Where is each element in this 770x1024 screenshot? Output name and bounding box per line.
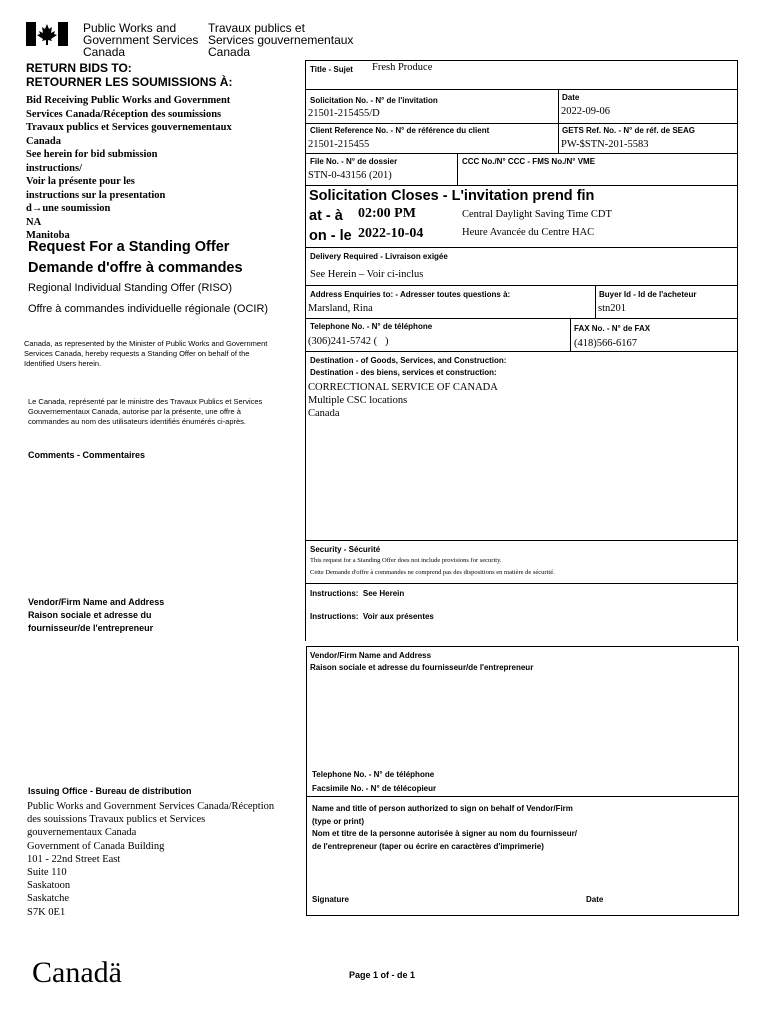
delivery-value: See Herein – Voir ci-inclus bbox=[310, 269, 424, 280]
return-address: Bid Receiving Public Works and Government Services Canada/Réception des soumissions Travaux publics et Services gouvernementaux Canada See herein for bid submission instructions/ Voir la présente pour les instructions sur la presentation d→une soumission NA Manitoba bbox=[26, 95, 232, 241]
canada-wordmark: Canadä bbox=[32, 956, 122, 989]
enquiries-value: Marsland, Rina bbox=[308, 303, 373, 314]
security-text-en: This request for a Standing Offer does not include provisions for security. bbox=[310, 557, 502, 564]
buyer-id-value: stn201 bbox=[598, 303, 627, 314]
closes-at-time: 02:00 PM bbox=[358, 206, 416, 221]
security-label: Security - Sécurité bbox=[310, 545, 381, 554]
vendor-fax-label: Facsimile No. - N° de télécopieur bbox=[312, 784, 437, 793]
date-label: Date bbox=[562, 93, 580, 102]
intro-paragraph-en: Canada, as represented by the Minister of Public Works and Government Services Canada, hereby requests a Standing Offer on behalf of the Identified Users herein. bbox=[24, 339, 268, 368]
vendor-box-label: Vendor/Firm Name and Address Raison sociale et adresse du fournisseur/de l'entrepreneur bbox=[310, 651, 534, 672]
authorized-person-field[interactable] bbox=[312, 860, 732, 890]
instructions-en: Instructions: See Herein bbox=[310, 589, 405, 598]
timezone-en: Central Daylight Saving Time CDT bbox=[462, 209, 612, 220]
dept-name-fr: Travaux publics et Services gouvernementaux Canada bbox=[208, 21, 354, 59]
buyer-id-label: Buyer Id - Id de l'acheteur bbox=[599, 290, 697, 299]
riso-label-fr: Offre à commandes individuelle régionale (OCIR) bbox=[28, 303, 269, 315]
instructions-fr: Instructions: Voir aux présentes bbox=[310, 612, 434, 621]
signature-date-label: Date bbox=[586, 895, 604, 904]
closes-on-label: on - le bbox=[309, 228, 352, 244]
client-ref-value: 21501-215455 bbox=[308, 139, 370, 150]
gets-ref-value: PW-$STN-201-5583 bbox=[561, 139, 649, 150]
ccc-label: CCC No./N° CCC - FMS No./N° VME bbox=[462, 157, 596, 166]
dept-name-en: Public Works and Government Services Canada bbox=[83, 21, 199, 59]
request-title: Request For a Standing Offer Demande d'offre à commandes bbox=[28, 239, 243, 276]
telephone-label: Telephone No. - N° de téléphone bbox=[310, 322, 433, 331]
signature-label: Signature bbox=[312, 895, 349, 904]
authorized-person-label: Name and title of person authorized to sign on behalf of Vendor/Firm (type or print) Nom et titre de la personne autorisée à signer au nom du fournisseur/ de l'entrepreneur (taper ou écrire en caractères d'imprimerie) bbox=[312, 804, 577, 851]
file-no-value: STN-0-43156 (201) bbox=[308, 170, 392, 181]
enquiries-label: Address Enquiries to: - Adresser toutes questions à: bbox=[310, 290, 511, 299]
title-label: Title - Sujet bbox=[310, 65, 353, 74]
solicitation-label: Solicitation No. - N° de l'invitation bbox=[310, 96, 438, 105]
vendor-telephone-label: Telephone No. - N° de téléphone bbox=[312, 770, 435, 779]
vendor-name-field[interactable] bbox=[310, 678, 733, 766]
client-ref-label: Client Reference No. - N° de référence du client bbox=[310, 126, 490, 135]
vendor-label-left: Vendor/Firm Name and Address Raison sociale et adresse du fournisseur/de l'entrepreneur bbox=[28, 597, 165, 633]
file-no-label: File No. - N° de dossier bbox=[310, 157, 398, 166]
title-value: Fresh Produce bbox=[372, 62, 433, 73]
gets-ref-label: GETS Ref. No. - N° de réf. de SEAG bbox=[562, 126, 695, 135]
fax-value: (418)566-6167 bbox=[574, 338, 637, 349]
intro-paragraph-fr: Le Canada, représenté par le ministre des Travaux Publics et Services Gouvernementaux Canada, autorise par la présente, une offre à commandes au nom des utilisateurs identifiés énumérés ci-après. bbox=[28, 397, 263, 426]
delivery-label: Delivery Required - Livraison exigée bbox=[310, 252, 448, 261]
closes-on-date: 2022-10-04 bbox=[358, 226, 424, 241]
telephone-value: (306)241-5742 ( ) bbox=[308, 336, 389, 347]
destination-label: Destination - of Goods, Services, and Construction: Destination - des biens, services et construction: bbox=[310, 356, 507, 377]
destination-value: CORRECTIONAL SERVICE OF CANADA Multiple CSC locations Canada bbox=[308, 382, 498, 419]
comments-label: Comments - Commentaires bbox=[28, 450, 146, 460]
closes-at-label: at - à bbox=[309, 208, 343, 224]
solicitation-closes-heading: Solicitation Closes - L'invitation prend fin bbox=[309, 188, 595, 204]
issuing-office-address: Public Works and Government Services Canada/Réception des souissions Travaux publics et Services gouvernementaux Canada Government of Canada Building 101 - 22nd Street East Suite 110 Saskatoon Saskatche S7K 0E1 bbox=[27, 801, 275, 918]
riso-label-en: Regional Individual Standing Offer (RISO) bbox=[28, 282, 233, 294]
issuing-office-label: Issuing Office - Bureau de distribution bbox=[28, 786, 192, 796]
page-number: Page 1 of - de 1 bbox=[349, 970, 416, 980]
fax-label: FAX No. - N° de FAX bbox=[574, 324, 651, 333]
return-bids-heading: RETURN BIDS TO: RETOURNER LES SOUMISSIONS À: bbox=[26, 61, 233, 89]
solicitation-value: 21501-215455/D bbox=[308, 108, 380, 119]
security-text-fr: Cette Demande d'offre à commandes ne comprend pas des dispositions en matière de sécurité. bbox=[310, 569, 555, 576]
timezone-fr: Heure Avancée du Centre HAC bbox=[462, 227, 595, 238]
date-value: 2022-09-06 bbox=[561, 106, 610, 117]
canada-flag-logo bbox=[26, 22, 68, 46]
